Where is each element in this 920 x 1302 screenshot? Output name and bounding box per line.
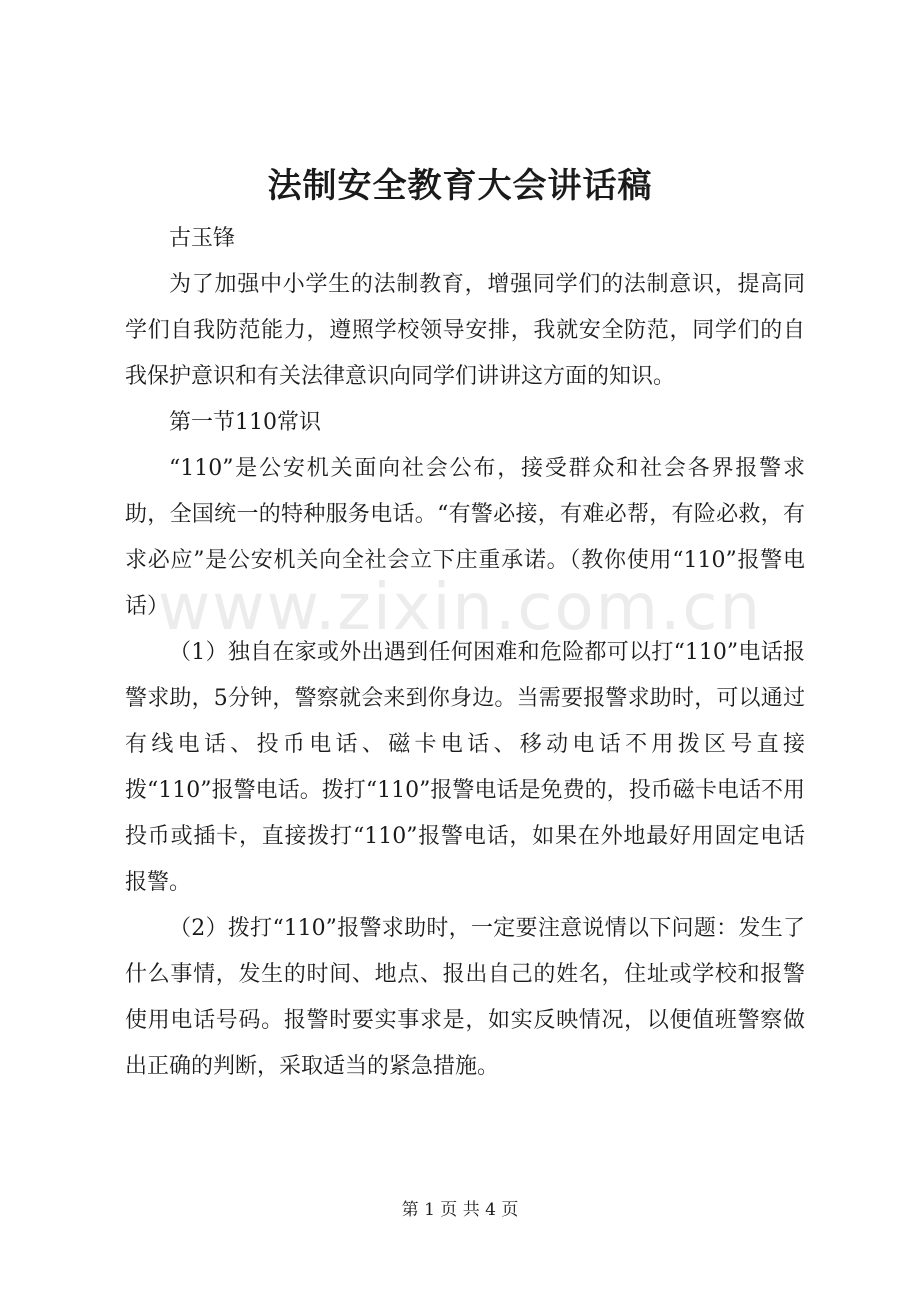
page-footer: 第 1 页 共 4 页 (401, 1200, 519, 1220)
author-line: 古玉锋 (169, 226, 236, 251)
paragraph-intro: 为了加强中小学生的法制教育，增强同学们的法制意识，提高同学们自我防范能力，遵照学校领导安排，我就安全防范，同学们的自我保护意识和有关法律意识向同学们讲讲这方面的知识。 (125, 272, 805, 389)
document-title: 法制安全教育大会讲话稿 (267, 166, 653, 206)
watermark: www.zixin.com.cn (157, 571, 763, 645)
document-body (125, 216, 805, 1090)
section-heading: 第一节110常识 (169, 410, 321, 435)
paragraph-item-2: （2）拨打“110”报警求助时，一定要注意说情以下问题：发生了什么事情，发生的时间、地点、报出自己的姓名，住址或学校和报警使用电话号码。报警时要实事求是，如实反映情况，以便值班警察做出正确的判断，采取适当的紧急措施。 (125, 916, 805, 1079)
paragraph-item-1: （1）独自在家或外出遇到任何困难和危险都可以打“110”电话报警求助，5分钟，警察就会来到你身边。当需要报警求助时，可以通过有线电话、投币电话、磁卡电话、移动电话不用拨区号直接拨“110”报警电话。拨打“110”报警电话是免费的，投币磁卡电话不用投币或插卡，直接拨打“110”报警电话，如果在外地最好用固定电话报警。 (125, 640, 805, 895)
paragraph-110-intro: “110”是公安机关面向社会公布，接受群众和社会各界报警求助，全国统一的特种服务电话。“有警必接，有难必帮，有险必救，有求必应”是公安机关向全社会立下庄重承诺。（教你使用“110”报警电话） (125, 456, 805, 619)
